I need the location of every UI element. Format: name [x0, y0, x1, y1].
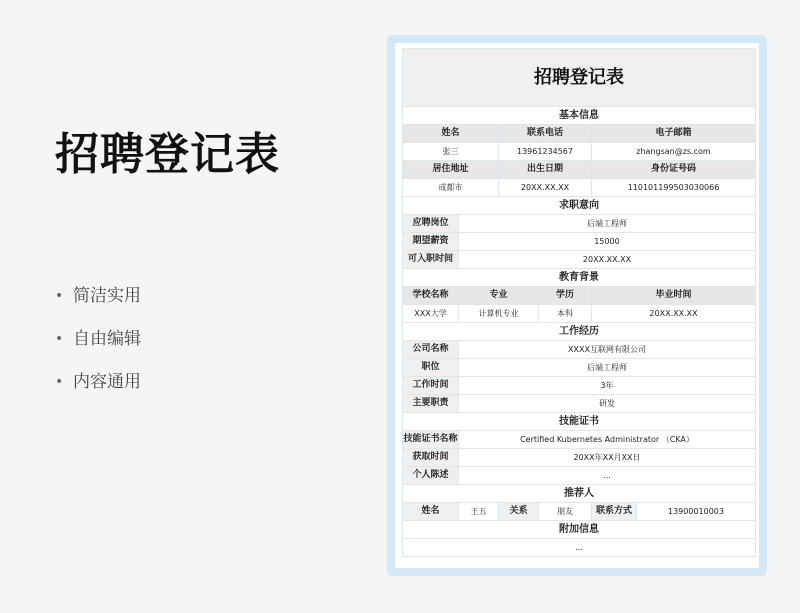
label-start-date: 可入职时间 — [403, 251, 459, 269]
bullet-icon: • — [55, 331, 64, 347]
feature-label: 自由编辑 — [73, 329, 141, 349]
value-job-title[interactable]: 后端工程师 — [459, 359, 756, 377]
header-major: 专业 — [459, 287, 539, 305]
value-name[interactable]: 张三 — [403, 143, 499, 161]
value-email[interactable]: zhangsan@zs.com — [592, 143, 756, 161]
header-birth-date: 出生日期 — [499, 161, 592, 179]
value-salary[interactable]: 15000 — [459, 233, 756, 251]
value-duration[interactable]: 3年 — [459, 377, 756, 395]
value-relation[interactable]: 朋友 — [539, 503, 592, 521]
label-cert-name: 技能证书名称 — [403, 431, 459, 449]
value-school[interactable]: XXX大学 — [403, 305, 459, 323]
value-contact[interactable]: 13900010003 — [637, 503, 756, 521]
value-id-number[interactable]: 110101199503030066 — [592, 179, 756, 197]
header-id-number: 身份证号码 — [592, 161, 756, 179]
value-start-date[interactable]: 20XX.XX.XX — [459, 251, 756, 269]
value-major[interactable]: 计算机专业 — [459, 305, 539, 323]
label-duties: 主要职责 — [403, 395, 459, 413]
section-basic-info: 基本信息 — [403, 107, 756, 125]
header-address: 居住地址 — [403, 161, 499, 179]
label-salary: 期望薪资 — [403, 233, 459, 251]
header-degree: 学历 — [539, 287, 592, 305]
section-job-intent: 求职意向 — [403, 197, 756, 215]
section-education: 教育背景 — [403, 269, 756, 287]
value-statement[interactable]: ... — [459, 467, 756, 485]
value-cert-date[interactable]: 20XX年XX月XX日 — [459, 449, 756, 467]
form-title: 招聘登记表 — [403, 49, 756, 107]
header-phone: 联系电话 — [499, 125, 592, 143]
feature-item — [55, 285, 141, 328]
label-referee-name: 姓名 — [403, 503, 459, 521]
value-graduation[interactable]: 20XX.XX.XX — [592, 305, 756, 323]
value-degree[interactable]: 本科 — [539, 305, 592, 323]
label-statement: 个人陈述 — [403, 467, 459, 485]
label-cert-date: 获取时间 — [403, 449, 459, 467]
value-additional[interactable]: ... — [403, 539, 756, 557]
feature-label: 简洁实用 — [73, 286, 141, 306]
feature-item — [55, 371, 141, 414]
bullet-icon: • — [55, 288, 64, 304]
value-duties[interactable]: 研发 — [459, 395, 756, 413]
section-certificates: 技能证书 — [403, 413, 756, 431]
value-address[interactable]: 成都市 — [403, 179, 499, 197]
value-company[interactable]: XXXX互联网有限公司 — [459, 341, 756, 359]
page-title: 招聘登记表 — [55, 129, 280, 180]
label-duration: 工作时间 — [403, 377, 459, 395]
label-position: 应聘岗位 — [403, 215, 459, 233]
bullet-icon: • — [55, 374, 64, 390]
header-graduation: 毕业时间 — [592, 287, 756, 305]
section-additional: 附加信息 — [403, 521, 756, 539]
value-cert-name[interactable]: Certified Kubernetes Administrator （CKA） — [459, 431, 756, 449]
section-referee: 推荐人 — [403, 485, 756, 503]
label-job-title: 职位 — [403, 359, 459, 377]
label-relation: 关系 — [499, 503, 539, 521]
registration-form-table — [402, 48, 756, 557]
value-birth-date[interactable]: 20XX.XX.XX — [499, 179, 592, 197]
header-email: 电子邮箱 — [592, 125, 756, 143]
label-company: 公司名称 — [403, 341, 459, 359]
header-name: 姓名 — [403, 125, 499, 143]
value-phone[interactable]: 13961234567 — [499, 143, 592, 161]
label-contact: 联系方式 — [592, 503, 637, 521]
feature-item — [55, 328, 141, 371]
feature-list — [55, 285, 141, 414]
value-position[interactable]: 后端工程师 — [459, 215, 756, 233]
feature-label: 内容通用 — [73, 372, 141, 392]
value-referee-name[interactable]: 王五 — [459, 503, 499, 521]
header-school: 学校名称 — [403, 287, 459, 305]
section-work-experience: 工作经历 — [403, 323, 756, 341]
